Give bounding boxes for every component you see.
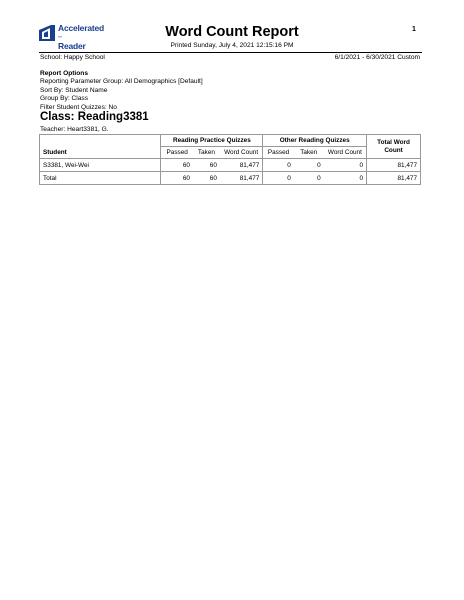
or-word-count-cell: 0 [324,159,367,172]
table-total-row [40,172,421,185]
grand-total-cell: 81,477 [367,172,421,185]
report-options [40,70,203,112]
teacher-name: Teacher: Heart3381, G. [40,126,109,133]
column-header-rp-taken: Taken [193,147,220,159]
column-group-other-reading: Other Reading Quizzes [263,135,367,147]
total-or-passed-cell: 0 [263,172,294,185]
option-line: Reporting Parameter Group: All Demographics [Default] [40,78,203,86]
table-row [40,159,421,172]
student-name-cell: S3381, Wei-Wei [40,159,161,172]
option-line: Filter Student Quizzes: No [40,103,117,111]
total-word-count-cell: 81,477 [367,159,421,172]
table-group-header [40,135,421,147]
option-line: Sort By: Student Name [40,86,108,94]
total-rp-word-count-cell: 81,477 [220,172,263,185]
date-range: 6/1/2021 - 6/30/2021 Custom [334,54,420,61]
rp-passed-cell: 60 [161,159,193,172]
column-group-reading-practice: Reading Practice Quizzes [161,135,263,147]
option-line: Group By: Class [40,95,89,103]
column-header-student: Student [40,147,161,159]
word-count-table [39,134,421,185]
total-or-taken-cell: 0 [294,172,324,185]
column-header-rp-word-count: Word Count [220,147,263,159]
page-number: 1 [412,26,416,33]
column-header-rp-passed: Passed [161,147,193,159]
column-header-or-taken: Taken [294,147,324,159]
column-header-total-word-count: Total Word Count [367,135,421,159]
table-sub-header [40,147,421,159]
total-rp-taken-cell: 60 [193,172,220,185]
report-options-heading: Report Options [40,70,88,77]
school-name: School: Happy School [40,54,105,61]
report-title: Word Count Report [165,24,299,40]
or-passed-cell: 0 [263,159,294,172]
or-taken-cell: 0 [294,159,324,172]
column-header-or-word-count: Word Count [324,147,367,159]
total-or-word-count-cell: 0 [324,172,367,185]
total-rp-passed-cell: 60 [161,172,193,185]
table-header-blank [40,135,161,147]
logo-wordmark: Accelerated ™ Reader [58,23,104,51]
header-divider [39,52,422,53]
column-header-or-passed: Passed [263,147,294,159]
rp-taken-cell: 60 [193,159,220,172]
total-label-cell: Total [40,172,161,185]
class-title: Class: Reading3381 [40,111,149,123]
printed-timestamp: Printed Sunday, July 4, 2021 12:15:16 PM [170,42,294,49]
rp-word-count-cell: 81,477 [220,159,263,172]
